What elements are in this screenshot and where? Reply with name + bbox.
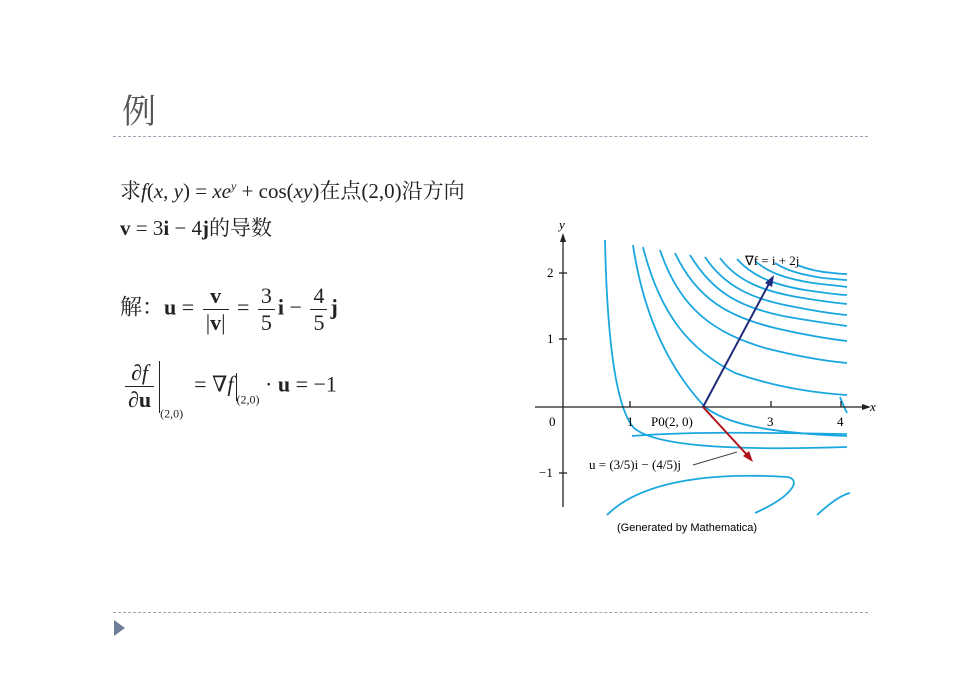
y-tick-neg1: −1 — [539, 465, 553, 480]
contour-curves — [605, 240, 850, 515]
x-tick-4: 4 — [837, 414, 844, 429]
problem-line-1: 求f(x, $y) = xe^y + \cos(xy)$在点(2,0)沿方向 — [120, 179, 465, 203]
fraction-partial-f-partial-u: $\frac{\partial f}{\partial u}$ — [125, 360, 154, 413]
y-axis-arrowhead — [560, 233, 566, 242]
y-tick-2: 2 — [547, 265, 554, 280]
gradient-label: ∇f = i + 2j — [745, 253, 800, 268]
problem-middle: 在点(2,0)沿方向 — [319, 179, 465, 203]
solution-label: 解： — [120, 294, 165, 320]
top-divider — [113, 136, 868, 137]
x-tick-0: 0 — [549, 414, 556, 429]
x-tick-1: 1 — [627, 414, 634, 429]
problem-prefix: 求 — [120, 179, 141, 203]
fraction-v-over-norm: $\frac{v}{|v|}$ — [203, 283, 229, 336]
slide-title: 例 — [122, 94, 156, 131]
fraction-four-fifths: $\frac{4}{5}$ — [310, 283, 327, 336]
problem-line-2: v = 3i − 4j的导数 — [120, 216, 273, 240]
contour-plot — [525, 215, 875, 545]
u-leader-line — [693, 452, 737, 465]
u-label: u = (3/5)i − (4/5)j — [589, 457, 681, 472]
point-label: P0(2, 0) — [651, 414, 693, 429]
problem-suffix: 的导数 — [209, 216, 273, 240]
fraction-three-fifths: $\frac{3}{5}$ — [258, 283, 275, 336]
solution-derivative: $\frac{\partial f}{\partial u}$ $_{(2,0)} = \nabla f_{(2,0)} \cdot u = -1$ — [122, 360, 337, 422]
solution-u-definition: 解：u = $\frac{v}{|v|}$ = $\frac{3}{5}$ i − $\frac{4}{5}$ j — [120, 283, 338, 335]
gradient-arrowhead — [765, 275, 774, 287]
y-axis-label: y — [559, 217, 565, 232]
x-axis-label: x — [870, 399, 876, 414]
x-tick-3: 3 — [767, 414, 774, 429]
figure-caption: (Generated by Mathematica) — [617, 522, 758, 534]
gradient-arrow — [703, 280, 771, 407]
play-triangle-icon — [114, 620, 125, 636]
y-tick-1: 1 — [547, 331, 554, 346]
bottom-divider — [113, 612, 868, 613]
